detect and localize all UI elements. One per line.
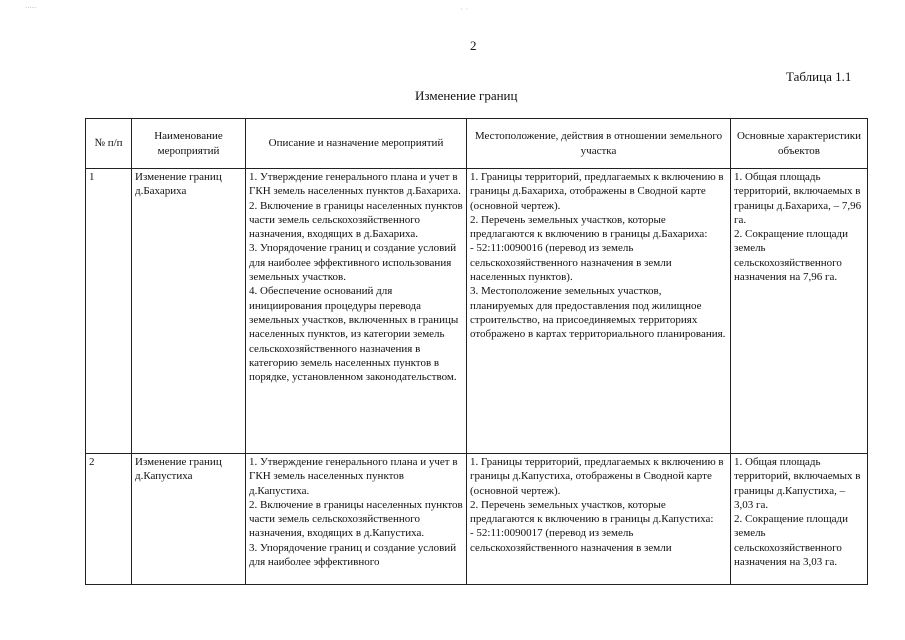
characteristics-item: 1. Общая площадь территорий, включаемых в границы д.Бахариха, – 7,96 га.: [734, 171, 862, 226]
location-item: 1. Границы территорий, предлагаемых к включению в границы д.Капустиха, отображены в Сводной карте (основной чертеж).: [470, 456, 724, 497]
location-item: 3. Местоположение земельных участков, планируемых для предоставления под жилищное строительство, на присоединяемых территориях отображено в картах территориального планирования.: [470, 285, 726, 341]
location-cell: [467, 169, 731, 454]
table-number: Таблица 1.1: [786, 69, 852, 84]
measure-name: Изменение границ д.Капустиха: [132, 454, 246, 585]
location-cell: [467, 454, 731, 585]
characteristics-item: 1. Общая площадь территорий, включаемых в границы д.Капустиха, – 3,03 га.: [734, 456, 861, 511]
page-number: 2: [470, 38, 477, 53]
measure-name: Изменение границ д.Бахариха: [132, 169, 246, 454]
column-header-description: Описание и назначение мероприятий: [246, 119, 467, 169]
table-title: Изменение границ: [415, 88, 518, 103]
location-item: - 52:11:0090017 (перевод из земель сельскохозяйственного назначения в земли: [470, 527, 672, 554]
description-item: 3. Упорядочение границ и создание условий для наиболее эффективного использования земельных участков.: [249, 242, 457, 284]
description-item: 1. Утверждение генерального плана и учет в ГКН земель населенных пунктов д.Бахариха.: [249, 171, 461, 198]
description-cell: [246, 169, 467, 454]
description-item: 1. Утверждение генерального плана и учет в ГКН земель населенных пунктов д.Капустиха.: [249, 456, 458, 497]
row-number: 1: [86, 169, 132, 454]
table-header-row: [86, 119, 868, 169]
column-header-location: Местоположение, действия в отношении земельного участка: [467, 119, 731, 169]
characteristics-cell: [731, 169, 868, 454]
characteristics-item: 2. Сокращение площади земель сельскохозяйственного назначения на 7,96 га.: [734, 228, 849, 284]
measures-table: [85, 118, 868, 585]
column-header-number: № п/п: [86, 119, 132, 169]
characteristics-cell: [731, 454, 868, 585]
scan-noise: .....: [25, 0, 37, 10]
location-item: - 52:11:0090016 (перевод из земель сельскохозяйственного назначения в земли населенных пунктов).: [470, 242, 672, 284]
description-item: 4. Обеспечение оснований для инициирования процедуры перевода земельных участков, включенных в границы населенных пунктов, из категории земель сельскохозяйственного назначения в категорию земель населенных пунктов в порядке, установленном законодательством.: [249, 285, 459, 384]
description-cell: [246, 454, 467, 585]
description-item: 2. Включение в границы населенных пунктов части земель сельскохозяйственного назначения, входящих в д.Бахариха.: [249, 199, 463, 241]
location-item: 1. Границы территорий, предлагаемых к включению в границы д.Бахариха, отображены в Сводной карте (основной чертеж).: [470, 171, 724, 212]
characteristics-item: 2. Сокращение площади земель сельскохозяйственного назначения на 3,03 га.: [734, 513, 849, 569]
scan-noise: · ·: [460, 4, 469, 14]
location-item: 2. Перечень земельных участков, которые предлагаются к включению в границы д.Капустиха:: [470, 498, 714, 526]
location-item: 2. Перечень земельных участков, которые предлагаются к включению в границы д.Бахариха:: [470, 213, 708, 241]
description-item: 3. Упорядочение границ и создание условий для наиболее эффективного: [249, 541, 457, 569]
table-row: [86, 454, 868, 585]
column-header-name: Наименование мероприятий: [132, 119, 246, 169]
table-row: [86, 169, 868, 454]
description-item: 2. Включение в границы населенных пунктов части земель сельскохозяйственного назначения, входящих в д.Капустиха.: [249, 498, 463, 540]
column-header-characteristics: Основные характеристики объектов: [731, 119, 868, 169]
row-number: 2: [86, 454, 132, 585]
